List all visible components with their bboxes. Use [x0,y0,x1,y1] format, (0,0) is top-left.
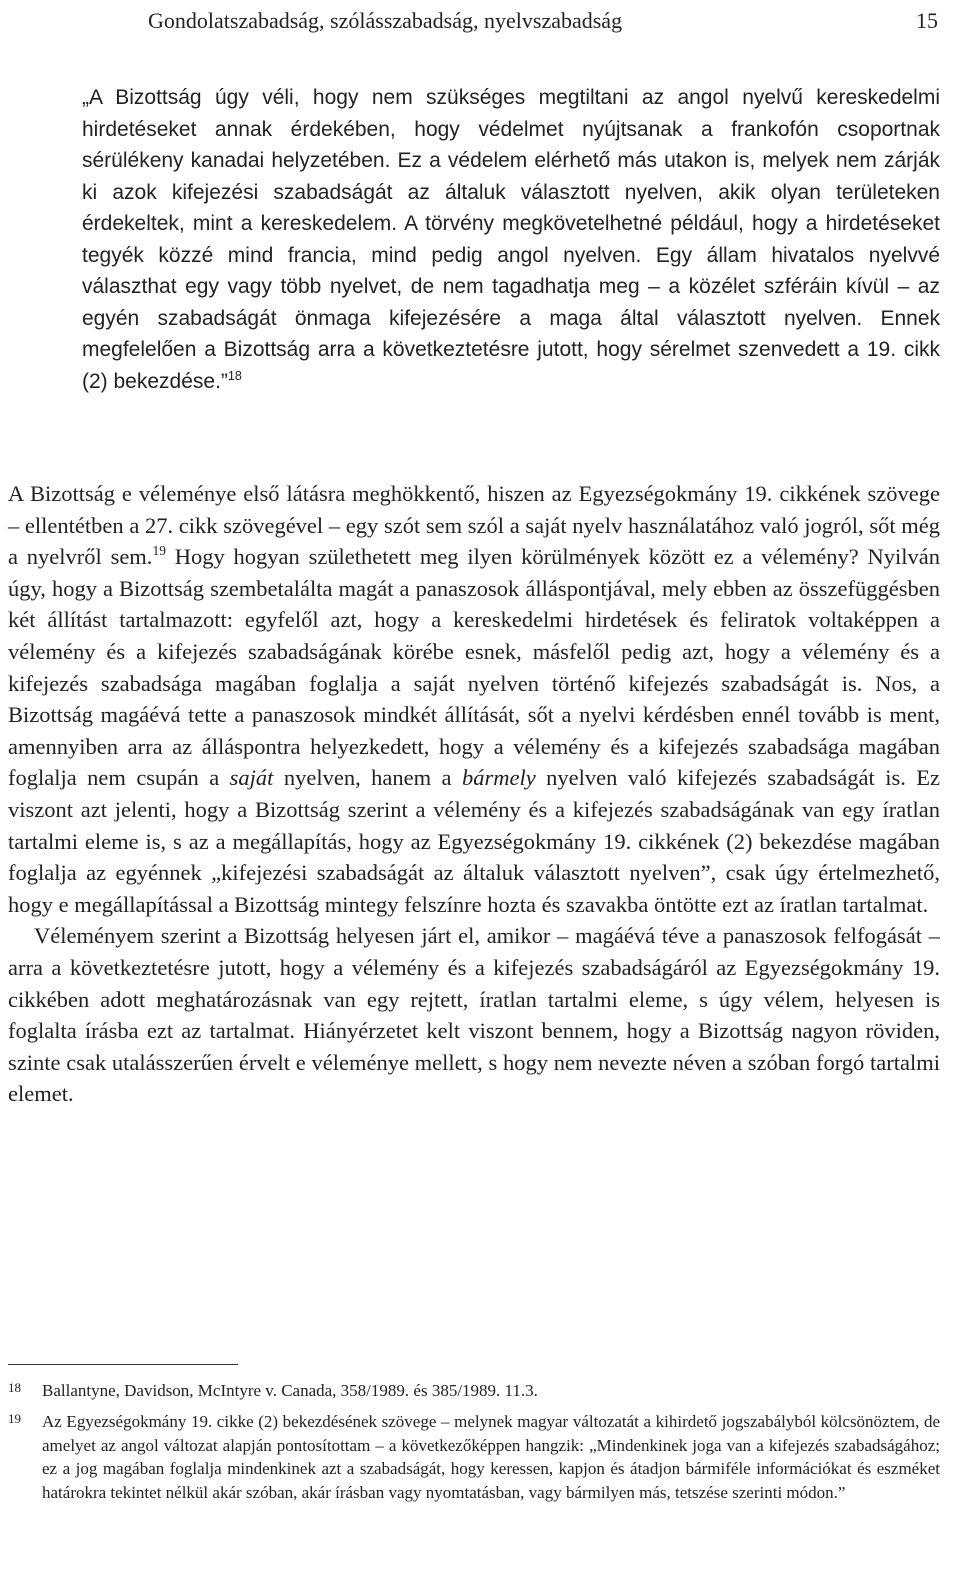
footnote-19 [8,1410,940,1505]
footnote-text: Ballantyne, Davidson, McIntyre v. Canada, 358/1989. és 385/1989. 11.3. [42,1381,538,1400]
emphasis-sajat: saját [229,765,274,791]
footnote-text: Az Egyezségokmány 19. cikke (2) bekezdésének szövege – melynek magyar változatát a kihirdető jogszabályból kölcsönöztem, de amelyet az angol változat alapján pontosítottam – a következőképpen hangzik: „Mindenkinek joga van a kifejezés szabadságához; ez a jog magában foglalja mindenkinek azt a szabadságát, hogy keressen, kapjon és átadjon bármiféle információkat és eszméket határokra tekintet nélkül akár szóban, akár írásban vagy nyomtatásban, vagy bármilyen más, tetszése szerinti módon.” [42,1411,940,1503]
footnote-number: 19 [8,1410,21,1426]
paragraph-1-part-c: nyelven, hanem a [273,765,462,791]
block-quote [82,82,940,397]
running-title: Gondolatszabadság, szólásszabadság, nyelvszabadság [148,8,623,33]
paragraph-1 [8,478,940,920]
footnote-number: 18 [8,1380,21,1395]
footnotes [8,1379,940,1512]
footnote-separator [8,1364,238,1365]
page-number: 15 [916,8,938,33]
quote-text: „A Bizottság úgy véli, hogy nem szükséges megtiltani az angol nyelvű kereskedelmi hirdetéseket annak érdekében, hogy védelmet nyújtsanak a frankofón csoportnak sérülékeny kanadai helyzetében. Ez a védelem elérhető más utakon is, melyek nem zárják ki azok kifejezési szabadságát az általuk választott nyelven, akik olyan területeken érdekeltek, mint a kereskedelem. A törvény megkövetelhetné például, hogy a hirdetéseket tegyék közzé mind francia, mind pedig angol nyelven. Egy állam hivatalos nyelvvé választhat egy vagy több nyelvet, de nem tagadhatja meg – a közélet szféráin kívül – az egyén szabadságát önmaga kifejezésére a maga által választott nyelven. Ennek megfelelően a Bizottság arra a következtetésre jutott, hogy sérelmet szenvedett a 19. cikk (2) bekezdése.” [82,86,940,393]
footnote-ref-18[interactable]: 18 [227,368,242,383]
paragraph-1-part-d: nyelven való kifejezés szabadságát is. Ez viszont azt jelenti, hogy a Bizottság szerint a vélemény és a kifejezés szabadságának van egy íratlan tartalmi eleme is, s az a megállapítás, hogy az Egyezségokmány 19. cikkének (2) bekezdése magában foglalja az egyénnek „kifejezési szabadságát az általuk választott nyelven”, csak úgy értelmezhető, hogy e megállapítással a Bizottság mintegy felszínre hozta és szavakba öntötte ezt az íratlan tartalmat. [8,765,941,917]
emphasis-barmely: bármely [461,765,536,791]
paragraph-2: Véleményem szerint a Bizottság helyesen járt el, amikor – magáévá téve a panaszosok felfogását – arra a következtetésre jutott, hogy a vélemény és a kifejezés szabadságáról az Egyezségokmány 19. cikkében adott meghatározásnak van egy rejtett, íratlan tartalmi eleme, s úgy vélem, helyesen is foglalta írásba ezt az tartalmat. Hiányérzetet kelt viszont bennem, hogy a Bizottság nagyon röviden, szinte csak utalásszerűen érvelt e véleménye mellett, s hogy nem nevezte néven a szóban forgó tartalmi elemet. [8,923,940,1107]
paragraph-1-part-a: A Bizottság e véleménye első látásra meghökkentő, hiszen az Egyezségokmány 19. cikkének szövege – ellentétben a 27. cikk szövegével – egy szót sem szól a saját nyelv használatához való jogról, sőt még a nyelvről sem. [8,481,940,570]
body-text [8,478,940,1110]
footnote-ref-19[interactable]: 19 [152,543,166,559]
running-head [148,6,938,36]
footnote-18 [8,1379,940,1403]
paragraph-1-part-b: Hogy hogyan születhetett meg ilyen körülmények között ez a vélemény? Nyilván úgy, hogy a Bizottság szembetalálta magát a panaszosok álláspontjával, mely ebben az összefüggésben két állítást tartalmazott: egyfelől azt, hogy a kereskedelmi hirdetések és feliratok voltaképpen a vélemény és a kifejezés szabadságának körébe esnek, másfelől pedig azt, hogy a vélemény és a kifejezés szabadsága magában foglalja a saját nyelven történő kifejezés szabadságát is. Nos, a Bizottság magáévá tette a panaszosok mindkét állítását, sőt a nyelvi kérdésben ennél tovább is ment, amennyiben arra az álláspontra helyezkedett, hogy a vélemény és a kifejezés szabadsága magában foglalja nem csupán a [8,544,940,791]
